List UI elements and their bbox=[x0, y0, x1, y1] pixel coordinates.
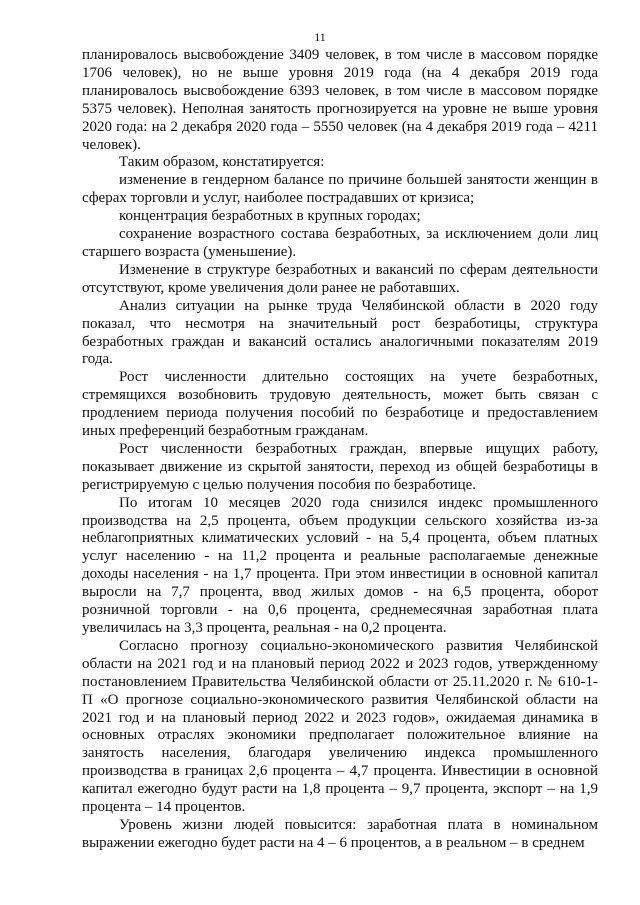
list-item: изменение в гендерном балансе по причине большей занятости женщин в сферах торговли и услуг, наиболее пострадавших от кризиса; bbox=[82, 172, 598, 207]
paragraph: Рост численности безработных граждан, впервые ищущих работу, показывает движение из скрытой занятости, переход из общей безработицы в регистрируемую с целью получения пособия по безработице. bbox=[82, 440, 598, 493]
paragraph: Уровень жизни людей повысится: заработная плата в номинальном выражении ежегодно будет расти на 4 – 6 процентов, а в реальном – в среднем bbox=[82, 816, 598, 851]
paragraph: Анализ ситуации на рынке труда Челябинской области в 2020 году показал, что несмотря на значительный рост безработицы, структура безработных граждан и вакансий остались аналогичными показателям 2019 года. bbox=[82, 297, 598, 368]
document-body bbox=[82, 47, 598, 853]
paragraph: Изменение в структуре безработных и вакансий по сферам деятельности отсутствуют, кроме увеличения доли ранее не работавших. bbox=[82, 261, 598, 296]
paragraph: Таким образом, констатируется: bbox=[119, 154, 325, 171]
paragraph: Согласно прогнозу социально-экономического развития Челябинской области на 2021 год и на плановый период 2022 и 2023 годов, утвержденному постановлением Правительства Челябинской области от 25.11.2020 г. № 610-1-П «О прогнозе социально-экономического развития Челябинской области на 2021 год и на плановый период 2022 и 2023 годов», ожидаемая динамика в основных отраслях экономики предполагает положительное влияние на занятость населения, благодаря увеличению индекса промышленного производства в границах 2,6 процента – 4,7 процента. Инвестиции в основной капитал ежегодно будут расти на 1,8 процента – 9,7 процента, экспорт – на 1,9 процента – 14 процентов. bbox=[82, 637, 598, 816]
list-item: сохранение возрастного состава безработных, за исключением доли лиц старшего возраста (уменьшение). bbox=[82, 226, 598, 260]
list-item: концентрация безработных в крупных городах; bbox=[119, 208, 421, 225]
paragraph: Рост численности длительно состоящих на учете безработных, стремящихся возобновить трудовую деятельность, может быть связан с продлением периода получения пособий по безработице и предоставлением иных преференций безработным гражданам. bbox=[82, 369, 598, 440]
paragraph-continuation: планировалось высвобождение 3409 человек, в том числе в массовом порядке 1706 человек), но не выше уровня 2019 года (на 4 декабря 2019 года планировалось высвобождение 6393 человек, в том числе в массовом порядке 5375 человек). Неполная занятость прогнозируется на уровне не выше уровня 2020 года: на 2 декабря 2020 года – 5550 человек (на 4 декабря 2019 года – 4211 человек). bbox=[82, 47, 598, 153]
page-number: 11 bbox=[314, 30, 326, 44]
paragraph: По итогам 10 месяцев 2020 года снизился индекс промышленного производства на 2,5 процента, объем продукции сельского хозяйства из-за неблагоприятных климатических условий - на 5,4 процента, объем платных услуг населению - на 11,2 процента и реальные располагаемые денежные доходы населения - на 1,7 процента. При этом инвестиции в основной капитал выросли на 7,7 процента, ввод жилых домов - на 6,5 процента, оборот розничной торговли - на 0,6 процента, среднемесячная заработная плата увеличилась на 3,3 процента, реальная - на 0,2 процента. bbox=[82, 494, 598, 636]
